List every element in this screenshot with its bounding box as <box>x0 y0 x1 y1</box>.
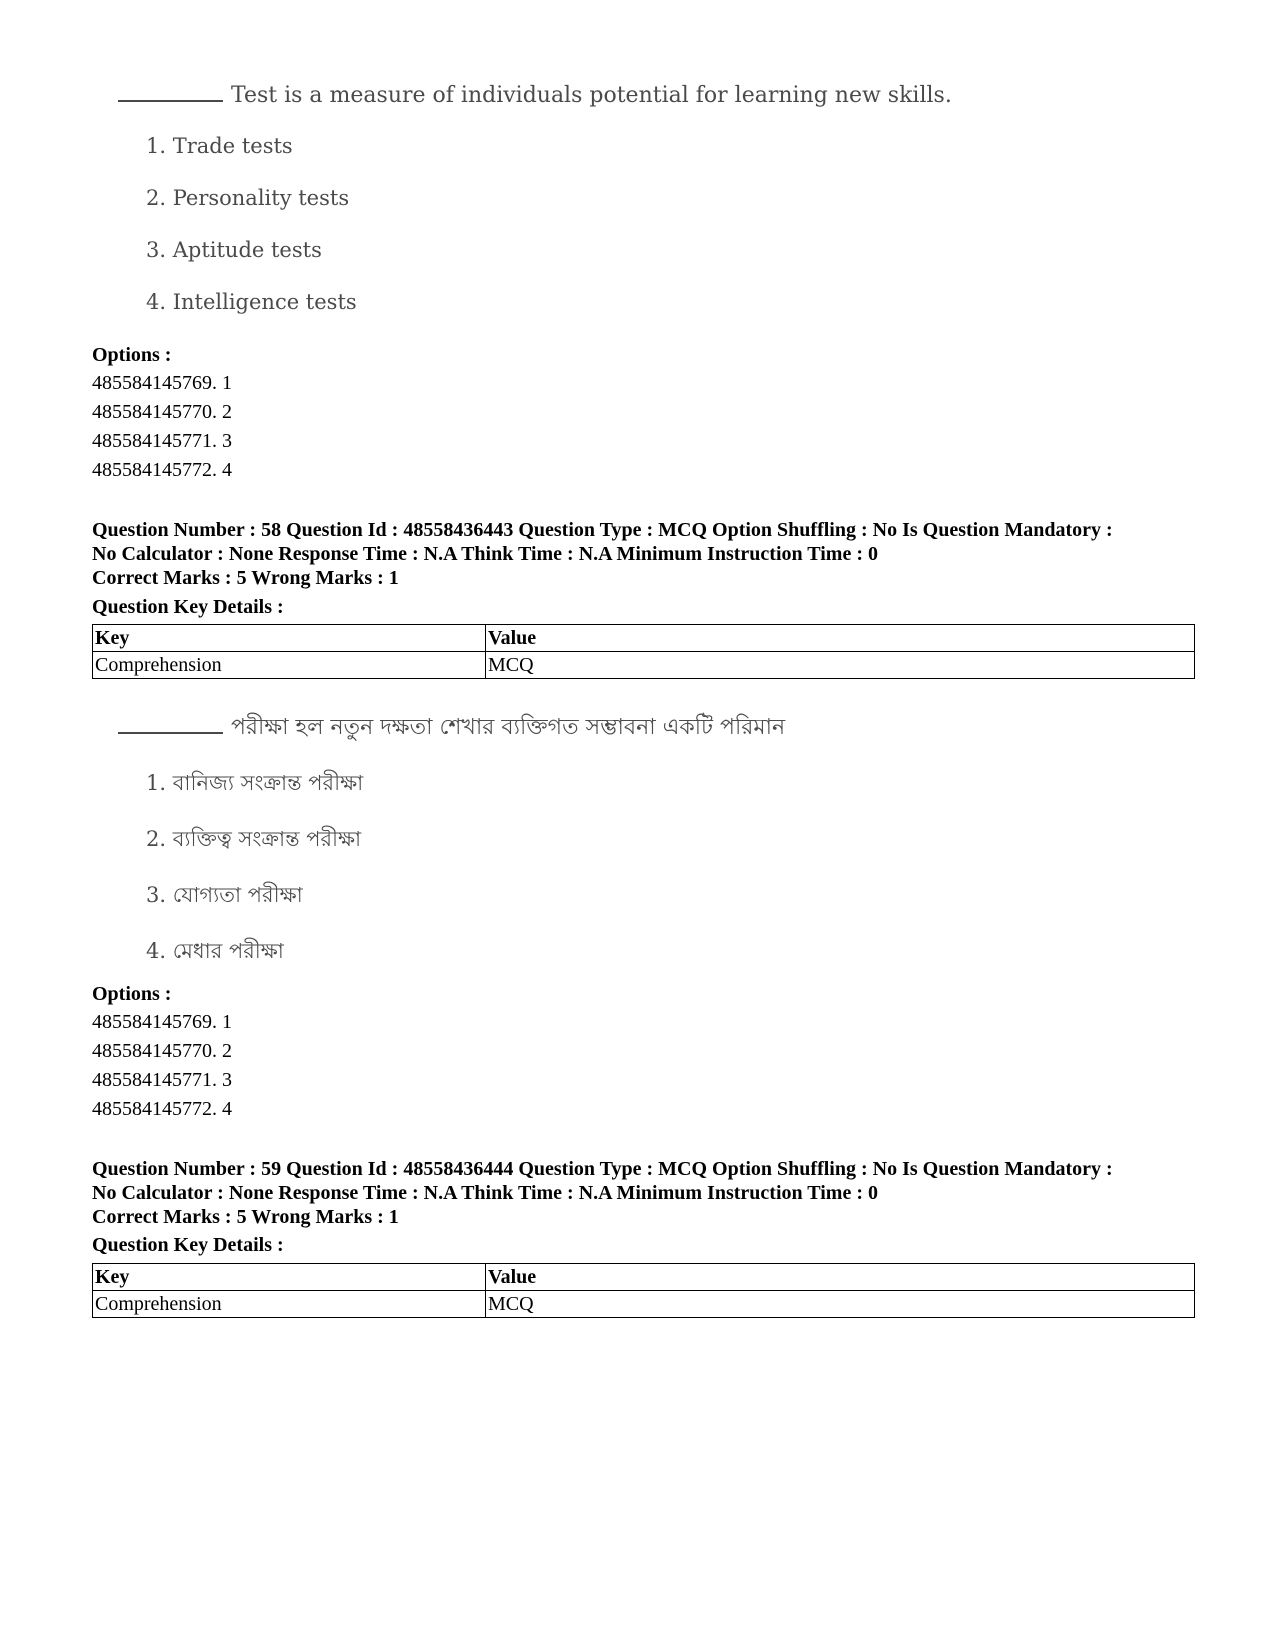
options-label: Options : <box>92 983 172 1005</box>
question-stem-bengali <box>118 710 785 747</box>
question-stem-text: পরীক্ষা হল নতুন দক্ষতা শেখার ব্যক্তিগত সম্ভাবনা একটি পরিমান <box>231 715 786 740</box>
options-label: Options : <box>92 344 172 366</box>
option-item: 485584145771. 3 <box>92 1069 232 1091</box>
table-header-row <box>93 625 1195 652</box>
question-choice: 1. Trade tests <box>146 134 293 158</box>
options-list <box>92 369 232 485</box>
table-row <box>93 652 1195 679</box>
key-details-label: Question Key Details : <box>92 1234 284 1256</box>
question-choice: 1. বানিজ্য সংক্রান্ত পরীক্ষা <box>146 771 364 795</box>
answer-blank <box>118 82 223 102</box>
table-header-key: Key <box>93 625 486 652</box>
table-cell: MCQ <box>486 652 1195 679</box>
table-cell: Comprehension <box>93 652 486 679</box>
question-choice: 4. মেধার পরীক্ষা <box>146 939 284 963</box>
table-cell: Comprehension <box>93 1291 486 1318</box>
table-header-value: Value <box>486 625 1195 652</box>
table-row <box>93 1291 1195 1318</box>
answer-blank <box>118 714 223 734</box>
table-cell: MCQ <box>486 1291 1195 1318</box>
question-meta <box>92 1157 1192 1205</box>
option-item: 485584145769. 1 <box>92 1011 232 1033</box>
table-header-row <box>93 1264 1195 1291</box>
question-meta-line: Question Number : 59 Question Id : 48558436444 Question Type : MCQ Option Shuffling : No Is Question Mandatory : <box>92 1158 1113 1180</box>
option-item: 485584145770. 2 <box>92 401 232 423</box>
question-meta-line: No Calculator : None Response Time : N.A Think Time : N.A Minimum Instruction Time : 0 <box>92 1182 878 1204</box>
question-stem-text: Test is a measure of individuals potential for learning new skills. <box>231 83 952 108</box>
question-choice: 3. Aptitude tests <box>146 238 322 262</box>
marks-line: Correct Marks : 5 Wrong Marks : 1 <box>92 567 399 589</box>
option-item: 485584145770. 2 <box>92 1040 232 1062</box>
marks-line: Correct Marks : 5 Wrong Marks : 1 <box>92 1206 399 1228</box>
key-details-table <box>92 1263 1195 1318</box>
question-choice: 2. Personality tests <box>146 186 350 210</box>
option-item: 485584145771. 3 <box>92 430 232 452</box>
question-choice: 3. যোগ্যতা পরীক্ষা <box>146 883 303 907</box>
table-header-value: Value <box>486 1264 1195 1291</box>
question-choice: 2. ব্যক্তিত্ব সংক্রান্ত পরীক্ষা <box>146 827 362 851</box>
option-item: 485584145772. 4 <box>92 459 232 481</box>
question-choice: 4. Intelligence tests <box>146 290 357 314</box>
option-item: 485584145772. 4 <box>92 1098 232 1120</box>
table-header-key: Key <box>93 1264 486 1291</box>
question-stem-english <box>118 82 952 108</box>
key-details-label: Question Key Details : <box>92 596 284 618</box>
question-meta <box>92 518 1192 566</box>
options-list <box>92 1008 232 1124</box>
question-meta-line: No Calculator : None Response Time : N.A Think Time : N.A Minimum Instruction Time : 0 <box>92 543 878 565</box>
option-item: 485584145769. 1 <box>92 372 232 394</box>
key-details-table <box>92 624 1195 679</box>
question-meta-line: Question Number : 58 Question Id : 48558436443 Question Type : MCQ Option Shuffling : No Is Question Mandatory : <box>92 519 1113 541</box>
